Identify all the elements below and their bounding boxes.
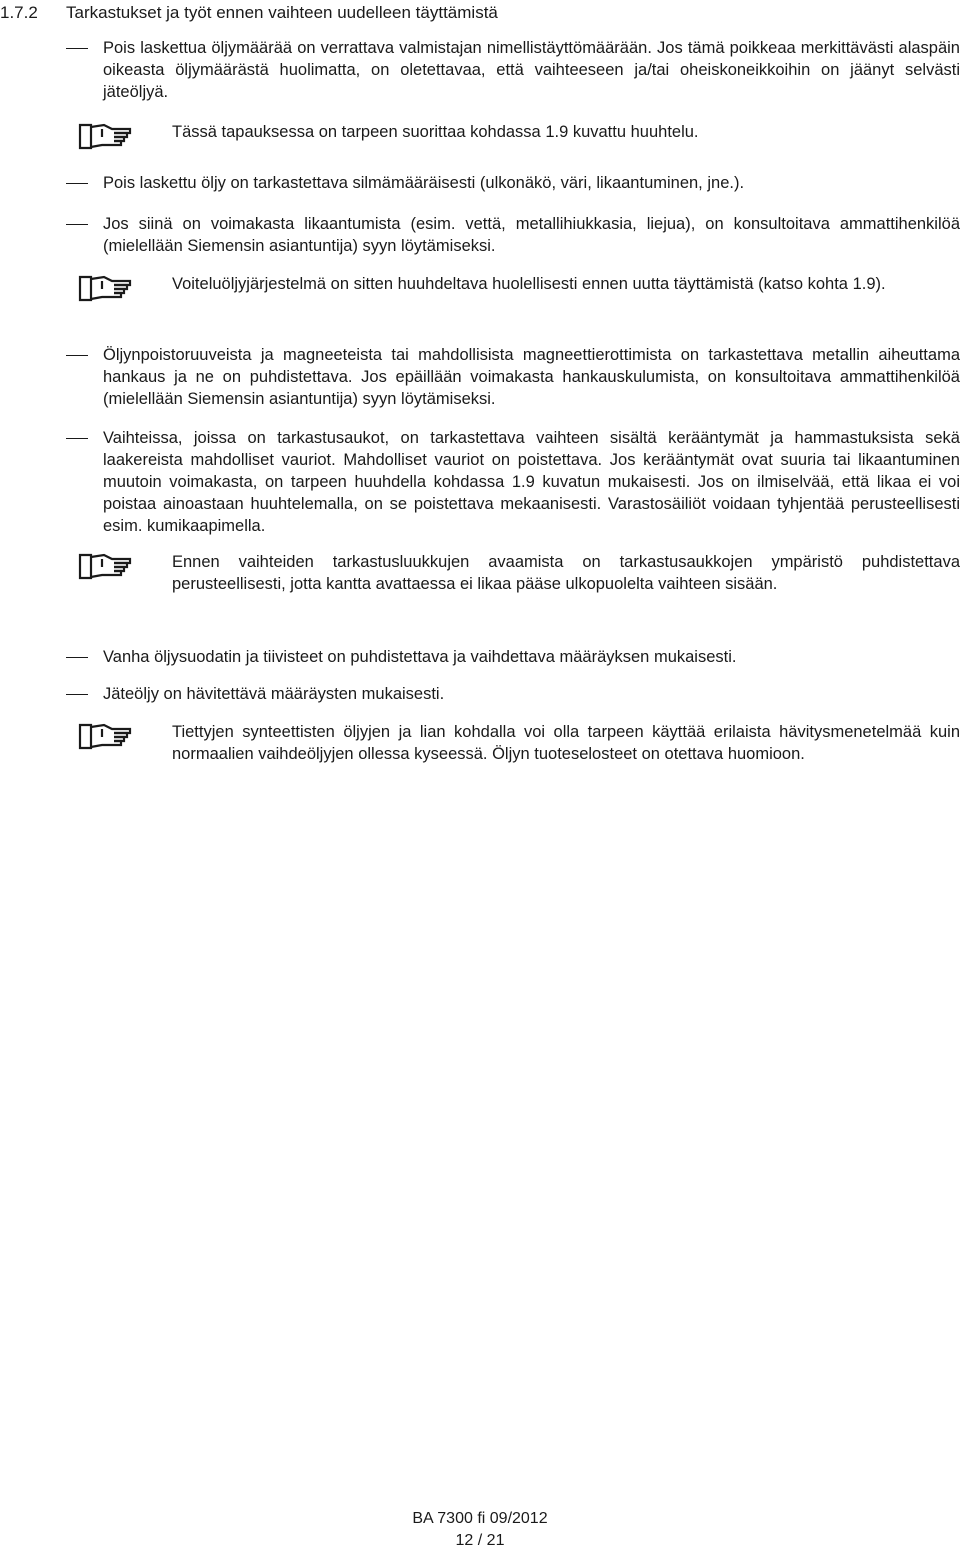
dash-bullet-icon [66, 657, 88, 658]
list-item-text: Jos siinä on voimakasta likaantumista (esim. vettä, metallihiukkasia, liejua), on konsultoitava ammattihenkilöä (mielellään Siemensin asiantuntija) syyn löytämiseksi. [103, 215, 960, 255]
note-text: Voiteluöljyjärjestelmä on sitten huuhdeltava huolellisesti ennen uutta täyttämistä (katso kohta 1.9). [172, 275, 886, 293]
note [78, 121, 960, 151]
pointing-hand-icon [78, 551, 134, 581]
dash-bullet-icon [66, 438, 88, 439]
list-item [66, 427, 960, 537]
note-text: Tiettyjen synteettisten öljyjen ja lian kohdalla voi olla tarpeen käyttää erilaista hävitysmenetelmää kuin normaalien vaihdeöljyjen ollessa kyseessä. Öljyn tuoteselosteet on otettava huomioon. [172, 723, 960, 763]
list-item [66, 172, 960, 194]
list-item [66, 683, 960, 705]
note [78, 721, 960, 765]
section-heading [0, 2, 498, 24]
list-item-text: Jäteöljy on hävitettävä määräysten mukaisesti. [103, 685, 445, 703]
note-text: Tässä tapauksessa on tarpeen suorittaa kohdassa 1.9 kuvattu huuhtelu. [172, 123, 699, 141]
section-number: 1.7.2 [0, 3, 38, 22]
note [78, 273, 960, 303]
list-item [66, 646, 960, 668]
dash-bullet-icon [66, 224, 88, 225]
dash-bullet-icon [66, 355, 88, 356]
dash-bullet-icon [66, 48, 88, 49]
list-item [66, 213, 960, 257]
footer-document-id: BA 7300 fi 09/2012 [412, 1510, 548, 1527]
list-item-text: Öljynpoistoruuveista ja magneeteista tai mahdollisista magneettierottimista on tarkastettava metallin aiheuttama hankaus ja ne on puhdistettava. Jos epäillään voimakasta hankauskulumista, on konsultoitava ammattihenkilöä (mielellään Siemensin asiantuntija) syyn löytämiseksi. [103, 346, 960, 408]
list-item-text: Vaihteissa, joissa on tarkastusaukot, on tarkastettava vaihteen sisältä kerääntymät ja hammastuksista sekä laakereista mahdolliset vauriot. Mahdolliset vauriot on poistettava. Jos kerääntymät ovat suuria tai likaantuminen muutoin voimakasta, on tarpeen huuhdella kohdassa 1.9 kuvatun mukaisesti. Jos on ilmiselvää, että likaa ei voi poistaa ainoastaan huuhtelemalla, on se poistettava mekaanisesti. Varastosäiliöt voidaan tyhjentää perusteellisesti esim. kumikaapimella. [103, 429, 960, 535]
note-text: Ennen vaihteiden tarkastusluukkujen avaamista on tarkastusaukkojen ympäristö puhdistettava perusteellisesti, jotta kantta avattaessa ei likaa pääse ulkopuolelta vaihteen sisään. [172, 553, 960, 593]
list-item-text: Vanha öljysuodatin ja tiivisteet on puhdistettava ja vaihdettava määräyksen mukaisesti. [103, 648, 737, 666]
dash-bullet-icon [66, 183, 88, 184]
pointing-hand-icon [78, 121, 134, 151]
list-item [66, 344, 960, 410]
pointing-hand-icon [78, 721, 134, 751]
list-item [66, 37, 960, 103]
footer-page-number: 12 / 21 [455, 1532, 505, 1549]
list-item-text: Pois laskettu öljy on tarkastettava silmämääräisesti (ulkonäkö, väri, likaantuminen, jne.). [103, 174, 745, 192]
pointing-hand-icon [78, 273, 134, 303]
section-title: Tarkastukset ja työt ennen vaihteen uudelleen täyttämistä [66, 3, 498, 22]
dash-bullet-icon [66, 694, 88, 695]
list-item-text: Pois laskettua öljymäärää on verrattava valmistajan nimellistäyttömäärään. Jos tämä poikkeaa merkittävästi alaspäin oikeasta öljymäärästä huolimatta, on oletettavaa, että vaihteeseen ja/tai oheiskoneikkoihin on jäänyt selvästi jäteöljyä. [103, 39, 960, 101]
note [78, 551, 960, 595]
